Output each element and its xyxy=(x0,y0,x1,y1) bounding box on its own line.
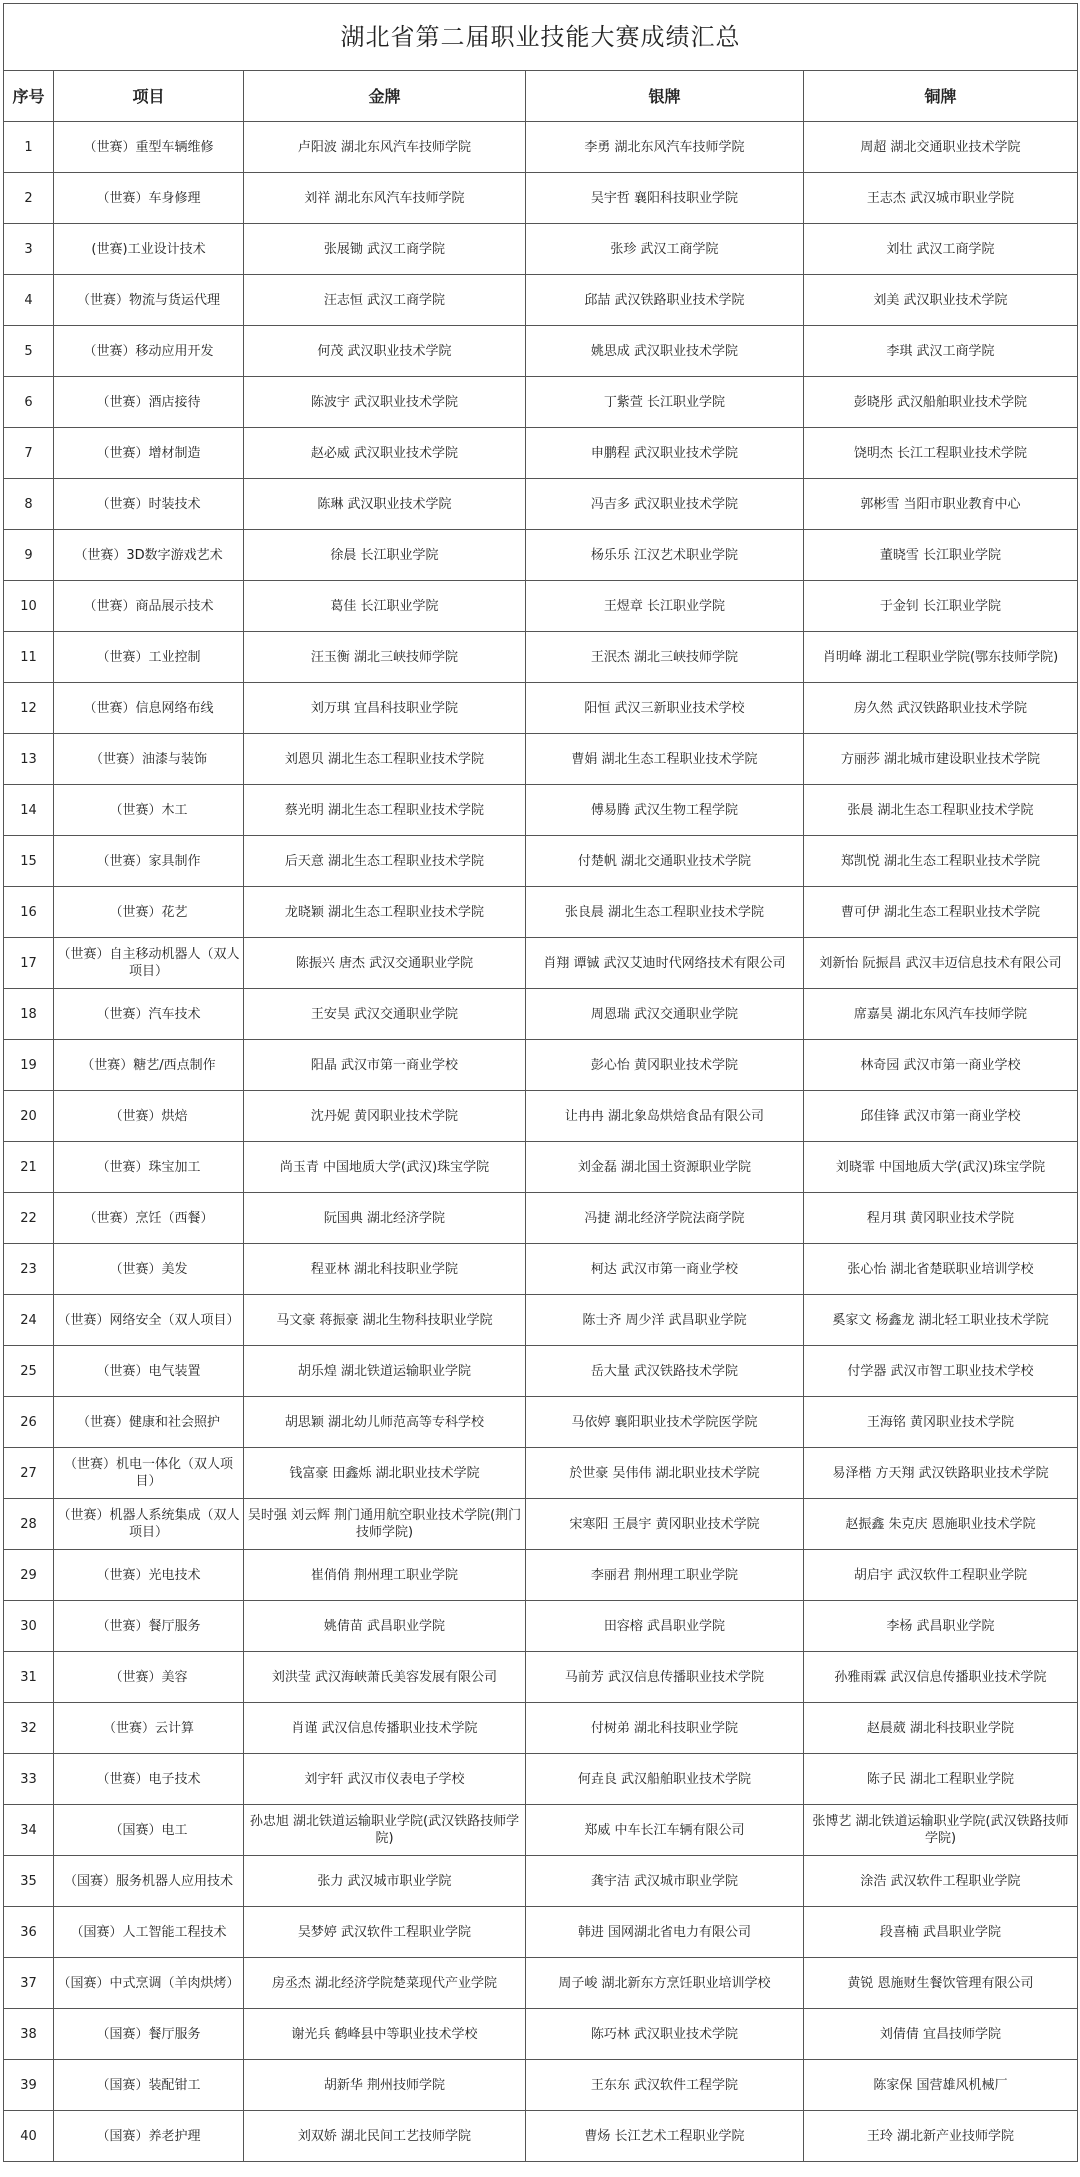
cell-project: （世赛）电子技术 xyxy=(54,1754,244,1805)
cell-bronze: 李琪 武汉工商学院 xyxy=(804,326,1078,377)
results-sheet xyxy=(3,3,1077,2162)
cell-gold: 徐晨 长江职业学院 xyxy=(244,530,526,581)
cell-no: 2 xyxy=(4,173,54,224)
table-row xyxy=(4,785,1078,836)
cell-project: （世赛）家具制作 xyxy=(54,836,244,887)
cell-bronze: 陈家保 国营雄风机械厂 xyxy=(804,2060,1078,2111)
cell-gold: 卢阳波 湖北东风汽车技师学院 xyxy=(244,122,526,173)
cell-gold: 汪志恒 武汉工商学院 xyxy=(244,275,526,326)
cell-silver: 杨乐乐 江汉艺术职业学院 xyxy=(526,530,804,581)
cell-no: 35 xyxy=(4,1856,54,1907)
cell-no: 4 xyxy=(4,275,54,326)
cell-no: 34 xyxy=(4,1805,54,1856)
table-row xyxy=(4,2111,1078,2162)
table-row xyxy=(4,1754,1078,1805)
cell-bronze: 王玲 湖北新产业技师学院 xyxy=(804,2111,1078,2162)
cell-silver: 冯捷 湖北经济学院法商学院 xyxy=(526,1193,804,1244)
cell-silver: 冯吉多 武汉职业技术学院 xyxy=(526,479,804,530)
cell-silver: 郑威 中车长江车辆有限公司 xyxy=(526,1805,804,1856)
table-row xyxy=(4,1652,1078,1703)
cell-silver: 张良晨 湖北生态工程职业技术学院 xyxy=(526,887,804,938)
cell-silver: 彭心怡 黄冈职业技术学院 xyxy=(526,1040,804,1091)
cell-gold: 陈琳 武汉职业技术学院 xyxy=(244,479,526,530)
cell-gold: 马文豪 蒋振豪 湖北生物科技职业学院 xyxy=(244,1295,526,1346)
table-row xyxy=(4,2009,1078,2060)
cell-gold: 沈丹妮 黄冈职业技术学院 xyxy=(244,1091,526,1142)
table-row xyxy=(4,1856,1078,1907)
cell-silver: 陈士齐 周少洋 武昌职业学院 xyxy=(526,1295,804,1346)
cell-gold: 胡乐煌 湖北铁道运输职业学院 xyxy=(244,1346,526,1397)
cell-no: 21 xyxy=(4,1142,54,1193)
cell-bronze: 李杨 武昌职业学院 xyxy=(804,1601,1078,1652)
cell-no: 5 xyxy=(4,326,54,377)
cell-gold: 葛佳 长江职业学院 xyxy=(244,581,526,632)
table-row xyxy=(4,122,1078,173)
header-no: 序号 xyxy=(4,71,54,122)
cell-gold: 王安昊 武汉交通职业学院 xyxy=(244,989,526,1040)
cell-gold: 胡新华 荆州技师学院 xyxy=(244,2060,526,2111)
cell-bronze: 肖明峰 湖北工程职业学院(鄂东技师学院) xyxy=(804,632,1078,683)
table-row xyxy=(4,1091,1078,1142)
cell-no: 32 xyxy=(4,1703,54,1754)
table-row xyxy=(4,1244,1078,1295)
table-row xyxy=(4,1601,1078,1652)
table-row xyxy=(4,275,1078,326)
table-row xyxy=(4,1295,1078,1346)
cell-project: （世赛）花艺 xyxy=(54,887,244,938)
cell-silver: 陈巧林 武汉职业技术学院 xyxy=(526,2009,804,2060)
cell-bronze: 董晓雪 长江职业学院 xyxy=(804,530,1078,581)
cell-project: （世赛）增材制造 xyxy=(54,428,244,479)
cell-project: （世赛）烘焙 xyxy=(54,1091,244,1142)
cell-gold: 姚倩苗 武昌职业学院 xyxy=(244,1601,526,1652)
table-row xyxy=(4,479,1078,530)
cell-project: （世赛）机电一体化（双人项目） xyxy=(54,1448,244,1499)
cell-silver: 马前芳 武汉信息传播职业技术学院 xyxy=(526,1652,804,1703)
cell-gold: 尚玉青 中国地质大学(武汉)珠宝学院 xyxy=(244,1142,526,1193)
cell-silver: 田容榕 武昌职业学院 xyxy=(526,1601,804,1652)
cell-gold: 刘万琪 宜昌科技职业学院 xyxy=(244,683,526,734)
cell-project: （世赛）时装技术 xyxy=(54,479,244,530)
cell-bronze: 刘美 武汉职业技术学院 xyxy=(804,275,1078,326)
cell-silver: 阳恒 武汉三新职业技术学校 xyxy=(526,683,804,734)
cell-project: （国赛）服务机器人应用技术 xyxy=(54,1856,244,1907)
cell-gold: 钱富豪 田鑫烁 湖北职业技术学院 xyxy=(244,1448,526,1499)
cell-silver: 让冉冉 湖北象岛烘焙食品有限公司 xyxy=(526,1091,804,1142)
cell-project: （世赛）网络安全（双人项目） xyxy=(54,1295,244,1346)
cell-bronze: 饶明杰 长江工程职业技术学院 xyxy=(804,428,1078,479)
cell-no: 37 xyxy=(4,1958,54,2009)
cell-gold: 孙忠旭 湖北铁道运输职业学院(武汉铁路技师学院) xyxy=(244,1805,526,1856)
cell-no: 19 xyxy=(4,1040,54,1091)
cell-bronze: 林奇园 武汉市第一商业学校 xyxy=(804,1040,1078,1091)
cell-project: （世赛）电气装置 xyxy=(54,1346,244,1397)
cell-project: (世赛)工业设计技术 xyxy=(54,224,244,275)
cell-no: 40 xyxy=(4,2111,54,2162)
cell-bronze: 付学器 武汉市智工职业技术学校 xyxy=(804,1346,1078,1397)
cell-bronze: 段喜楠 武昌职业学院 xyxy=(804,1907,1078,1958)
cell-gold: 蔡光明 湖北生态工程职业技术学院 xyxy=(244,785,526,836)
cell-silver: 曹娟 湖北生态工程职业技术学院 xyxy=(526,734,804,785)
cell-silver: 付树弟 湖北科技职业学院 xyxy=(526,1703,804,1754)
cell-project: （世赛）3D数字游戏艺术 xyxy=(54,530,244,581)
cell-bronze: 彭晓彤 武汉船舶职业技术学院 xyxy=(804,377,1078,428)
cell-no: 31 xyxy=(4,1652,54,1703)
cell-bronze: 席嘉昊 湖北东风汽车技师学院 xyxy=(804,989,1078,1040)
cell-no: 20 xyxy=(4,1091,54,1142)
table-row xyxy=(4,632,1078,683)
cell-silver: 李丽君 荆州理工职业学院 xyxy=(526,1550,804,1601)
cell-gold: 房丞杰 湖北经济学院楚菜现代产业学院 xyxy=(244,1958,526,2009)
cell-silver: 傅易腾 武汉生物工程学院 xyxy=(526,785,804,836)
cell-silver: 吴宇哲 襄阳科技职业学院 xyxy=(526,173,804,224)
cell-gold: 陈波宇 武汉职业技术学院 xyxy=(244,377,526,428)
cell-bronze: 陈子民 湖北工程职业学院 xyxy=(804,1754,1078,1805)
cell-project: （世赛）美发 xyxy=(54,1244,244,1295)
header-silver: 银牌 xyxy=(526,71,804,122)
cell-silver: 何垚良 武汉船舶职业技术学院 xyxy=(526,1754,804,1805)
cell-gold: 刘宇轩 武汉市仪表电子学校 xyxy=(244,1754,526,1805)
cell-bronze: 王海铭 黄冈职业技术学院 xyxy=(804,1397,1078,1448)
cell-no: 12 xyxy=(4,683,54,734)
cell-no: 8 xyxy=(4,479,54,530)
table-row xyxy=(4,1448,1078,1499)
header-row xyxy=(4,71,1078,122)
table-row xyxy=(4,1907,1078,1958)
cell-gold: 陈振兴 唐杰 武汉交通职业学院 xyxy=(244,938,526,989)
cell-gold: 阳晶 武汉市第一商业学校 xyxy=(244,1040,526,1091)
cell-silver: 岳大量 武汉铁路技术学院 xyxy=(526,1346,804,1397)
table-row xyxy=(4,428,1078,479)
table-row xyxy=(4,734,1078,785)
cell-silver: 肖翔 谭铖 武汉艾迪时代网络技术有限公司 xyxy=(526,938,804,989)
cell-bronze: 奚家文 杨鑫龙 湖北轻工职业技术学院 xyxy=(804,1295,1078,1346)
table-row xyxy=(4,530,1078,581)
cell-silver: 丁紫萱 长江职业学院 xyxy=(526,377,804,428)
cell-bronze: 赵振鑫 朱克庆 恩施职业技术学院 xyxy=(804,1499,1078,1550)
cell-gold: 张力 武汉城市职业学院 xyxy=(244,1856,526,1907)
cell-bronze: 郭彬雪 当阳市职业教育中心 xyxy=(804,479,1078,530)
cell-gold: 吴梦婷 武汉软件工程职业学院 xyxy=(244,1907,526,1958)
header-gold: 金牌 xyxy=(244,71,526,122)
cell-project: （国赛）餐厅服务 xyxy=(54,2009,244,2060)
table-row xyxy=(4,1703,1078,1754)
cell-silver: 曹炀 长江艺术工程职业学院 xyxy=(526,2111,804,2162)
cell-project: （世赛）移动应用开发 xyxy=(54,326,244,377)
cell-silver: 於世豪 吴伟伟 湖北职业技术学院 xyxy=(526,1448,804,1499)
cell-silver: 龚宇洁 武汉城市职业学院 xyxy=(526,1856,804,1907)
table-row xyxy=(4,1193,1078,1244)
table-row xyxy=(4,1040,1078,1091)
table-row xyxy=(4,887,1078,938)
cell-no: 10 xyxy=(4,581,54,632)
cell-project: （世赛）健康和社会照护 xyxy=(54,1397,244,1448)
cell-project: （世赛）信息网络布线 xyxy=(54,683,244,734)
cell-bronze: 周超 湖北交通职业技术学院 xyxy=(804,122,1078,173)
cell-bronze: 刘壮 武汉工商学院 xyxy=(804,224,1078,275)
cell-silver: 李勇 湖北东风汽车技师学院 xyxy=(526,122,804,173)
cell-project: （世赛）自主移动机器人（双人项目） xyxy=(54,938,244,989)
table-row xyxy=(4,683,1078,734)
cell-project: （国赛）中式烹调（羊肉烘烤） xyxy=(54,1958,244,2009)
cell-no: 23 xyxy=(4,1244,54,1295)
cell-silver: 王东东 武汉软件工程学院 xyxy=(526,2060,804,2111)
page-title: 湖北省第二届职业技能大赛成绩汇总 xyxy=(4,4,1078,71)
cell-silver: 张珍 武汉工商学院 xyxy=(526,224,804,275)
table-row xyxy=(4,377,1078,428)
cell-no: 6 xyxy=(4,377,54,428)
cell-no: 1 xyxy=(4,122,54,173)
cell-no: 7 xyxy=(4,428,54,479)
cell-silver: 刘金磊 湖北国土资源职业学院 xyxy=(526,1142,804,1193)
table-row xyxy=(4,1142,1078,1193)
table-body xyxy=(4,122,1078,2162)
cell-no: 17 xyxy=(4,938,54,989)
cell-project: （世赛）餐厅服务 xyxy=(54,1601,244,1652)
cell-project: （世赛）光电技术 xyxy=(54,1550,244,1601)
cell-bronze: 赵晨葳 湖北科技职业学院 xyxy=(804,1703,1078,1754)
cell-no: 24 xyxy=(4,1295,54,1346)
cell-gold: 吴时强 刘云辉 荆门通用航空职业技术学院(荆门技师学院) xyxy=(244,1499,526,1550)
table-row xyxy=(4,938,1078,989)
table-row xyxy=(4,1397,1078,1448)
cell-no: 11 xyxy=(4,632,54,683)
cell-silver: 付楚帆 湖北交通职业技术学院 xyxy=(526,836,804,887)
cell-gold: 胡思颖 湖北幼儿师范高等专科学校 xyxy=(244,1397,526,1448)
cell-silver: 周恩瑞 武汉交通职业学院 xyxy=(526,989,804,1040)
cell-project: （世赛）汽车技术 xyxy=(54,989,244,1040)
cell-no: 39 xyxy=(4,2060,54,2111)
header-project: 项目 xyxy=(54,71,244,122)
cell-gold: 刘祥 湖北东风汽车技师学院 xyxy=(244,173,526,224)
cell-bronze: 程月琪 黄冈职业技术学院 xyxy=(804,1193,1078,1244)
cell-no: 16 xyxy=(4,887,54,938)
table-row xyxy=(4,836,1078,887)
cell-gold: 肖谨 武汉信息传播职业技术学院 xyxy=(244,1703,526,1754)
table-row xyxy=(4,581,1078,632)
cell-project: （世赛）云计算 xyxy=(54,1703,244,1754)
cell-no: 30 xyxy=(4,1601,54,1652)
cell-gold: 何茂 武汉职业技术学院 xyxy=(244,326,526,377)
cell-no: 26 xyxy=(4,1397,54,1448)
cell-project: （国赛）养老护理 xyxy=(54,2111,244,2162)
cell-project: （世赛）美容 xyxy=(54,1652,244,1703)
cell-no: 28 xyxy=(4,1499,54,1550)
cell-bronze: 孙雅雨霖 武汉信息传播职业技术学院 xyxy=(804,1652,1078,1703)
cell-bronze: 方丽莎 湖北城市建设职业技术学院 xyxy=(804,734,1078,785)
cell-bronze: 张心怡 湖北省楚联职业培训学校 xyxy=(804,1244,1078,1295)
cell-silver: 马依婷 襄阳职业技术学院医学院 xyxy=(526,1397,804,1448)
results-table xyxy=(3,3,1078,2162)
cell-gold: 后天意 湖北生态工程职业技术学院 xyxy=(244,836,526,887)
cell-gold: 龙晓颖 湖北生态工程职业技术学院 xyxy=(244,887,526,938)
cell-project: （世赛）工业控制 xyxy=(54,632,244,683)
cell-gold: 程亚林 湖北科技职业学院 xyxy=(244,1244,526,1295)
header-bronze: 铜牌 xyxy=(804,71,1078,122)
cell-bronze: 胡启宇 武汉软件工程职业学院 xyxy=(804,1550,1078,1601)
cell-gold: 阮国典 湖北经济学院 xyxy=(244,1193,526,1244)
cell-bronze: 房久然 武汉铁路职业技术学院 xyxy=(804,683,1078,734)
cell-project: （国赛）电工 xyxy=(54,1805,244,1856)
cell-project: （世赛）珠宝加工 xyxy=(54,1142,244,1193)
cell-bronze: 张晨 湖北生态工程职业技术学院 xyxy=(804,785,1078,836)
cell-project: （世赛）机器人系统集成（双人项目） xyxy=(54,1499,244,1550)
cell-silver: 韩进 国网湖北省电力有限公司 xyxy=(526,1907,804,1958)
cell-silver: 姚思成 武汉职业技术学院 xyxy=(526,326,804,377)
cell-bronze: 刘倩倩 宜昌技师学院 xyxy=(804,2009,1078,2060)
cell-project: （世赛）重型车辆维修 xyxy=(54,122,244,173)
cell-silver: 申鹏程 武汉职业技术学院 xyxy=(526,428,804,479)
cell-gold: 张展锄 武汉工商学院 xyxy=(244,224,526,275)
cell-gold: 刘恩贝 湖北生态工程职业技术学院 xyxy=(244,734,526,785)
cell-bronze: 邱佳锋 武汉市第一商业学校 xyxy=(804,1091,1078,1142)
table-row xyxy=(4,1499,1078,1550)
table-row xyxy=(4,1346,1078,1397)
table-row xyxy=(4,1958,1078,2009)
cell-project: （国赛）装配钳工 xyxy=(54,2060,244,2111)
cell-bronze: 于金钊 长江职业学院 xyxy=(804,581,1078,632)
table-row xyxy=(4,1805,1078,1856)
cell-gold: 汪玉衡 湖北三峡技师学院 xyxy=(244,632,526,683)
cell-bronze: 王志杰 武汉城市职业学院 xyxy=(804,173,1078,224)
cell-silver: 周子峻 湖北新东方烹饪职业培训学校 xyxy=(526,1958,804,2009)
cell-bronze: 曹可伊 湖北生态工程职业技术学院 xyxy=(804,887,1078,938)
cell-bronze: 涂浩 武汉软件工程职业学院 xyxy=(804,1856,1078,1907)
cell-silver: 宋寒阳 王晨宇 黄冈职业技术学院 xyxy=(526,1499,804,1550)
cell-no: 29 xyxy=(4,1550,54,1601)
table-row xyxy=(4,326,1078,377)
cell-no: 27 xyxy=(4,1448,54,1499)
cell-gold: 刘双娇 湖北民间工艺技师学院 xyxy=(244,2111,526,2162)
cell-project: （世赛）烹饪（西餐） xyxy=(54,1193,244,1244)
cell-gold: 崔俏俏 荆州理工职业学院 xyxy=(244,1550,526,1601)
cell-bronze: 易泽楷 方天翔 武汉铁路职业技术学院 xyxy=(804,1448,1078,1499)
cell-project: （世赛）酒店接待 xyxy=(54,377,244,428)
cell-gold: 赵必威 武汉职业技术学院 xyxy=(244,428,526,479)
cell-project: （国赛）人工智能工程技术 xyxy=(54,1907,244,1958)
cell-bronze: 黄锐 恩施财生餐饮管理有限公司 xyxy=(804,1958,1078,2009)
cell-bronze: 刘新怡 阮振昌 武汉丰迈信息技术有限公司 xyxy=(804,938,1078,989)
cell-project: （世赛）糖艺/西点制作 xyxy=(54,1040,244,1091)
table-row xyxy=(4,1550,1078,1601)
cell-silver: 柯达 武汉市第一商业学校 xyxy=(526,1244,804,1295)
cell-no: 22 xyxy=(4,1193,54,1244)
cell-bronze: 郑凯悦 湖北生态工程职业技术学院 xyxy=(804,836,1078,887)
table-row xyxy=(4,224,1078,275)
table-row xyxy=(4,989,1078,1040)
cell-no: 13 xyxy=(4,734,54,785)
cell-gold: 谢光兵 鹤峰县中等职业技术学校 xyxy=(244,2009,526,2060)
cell-no: 9 xyxy=(4,530,54,581)
cell-silver: 邱喆 武汉铁路职业技术学院 xyxy=(526,275,804,326)
cell-silver: 王煜章 长江职业学院 xyxy=(526,581,804,632)
cell-bronze: 张博艺 湖北铁道运输职业学院(武汉铁路技师学院) xyxy=(804,1805,1078,1856)
cell-gold: 刘洪莹 武汉海峡萧氏美容发展有限公司 xyxy=(244,1652,526,1703)
cell-no: 33 xyxy=(4,1754,54,1805)
cell-no: 25 xyxy=(4,1346,54,1397)
cell-no: 38 xyxy=(4,2009,54,2060)
cell-no: 3 xyxy=(4,224,54,275)
cell-project: （世赛）木工 xyxy=(54,785,244,836)
cell-no: 36 xyxy=(4,1907,54,1958)
cell-project: （世赛）物流与货运代理 xyxy=(54,275,244,326)
cell-project: （世赛）车身修理 xyxy=(54,173,244,224)
cell-project: （世赛）油漆与装饰 xyxy=(54,734,244,785)
cell-project: （世赛）商品展示技术 xyxy=(54,581,244,632)
table-row xyxy=(4,173,1078,224)
cell-no: 18 xyxy=(4,989,54,1040)
table-row xyxy=(4,2060,1078,2111)
cell-no: 15 xyxy=(4,836,54,887)
cell-no: 14 xyxy=(4,785,54,836)
cell-silver: 王泯杰 湖北三峡技师学院 xyxy=(526,632,804,683)
cell-bronze: 刘晓霏 中国地质大学(武汉)珠宝学院 xyxy=(804,1142,1078,1193)
